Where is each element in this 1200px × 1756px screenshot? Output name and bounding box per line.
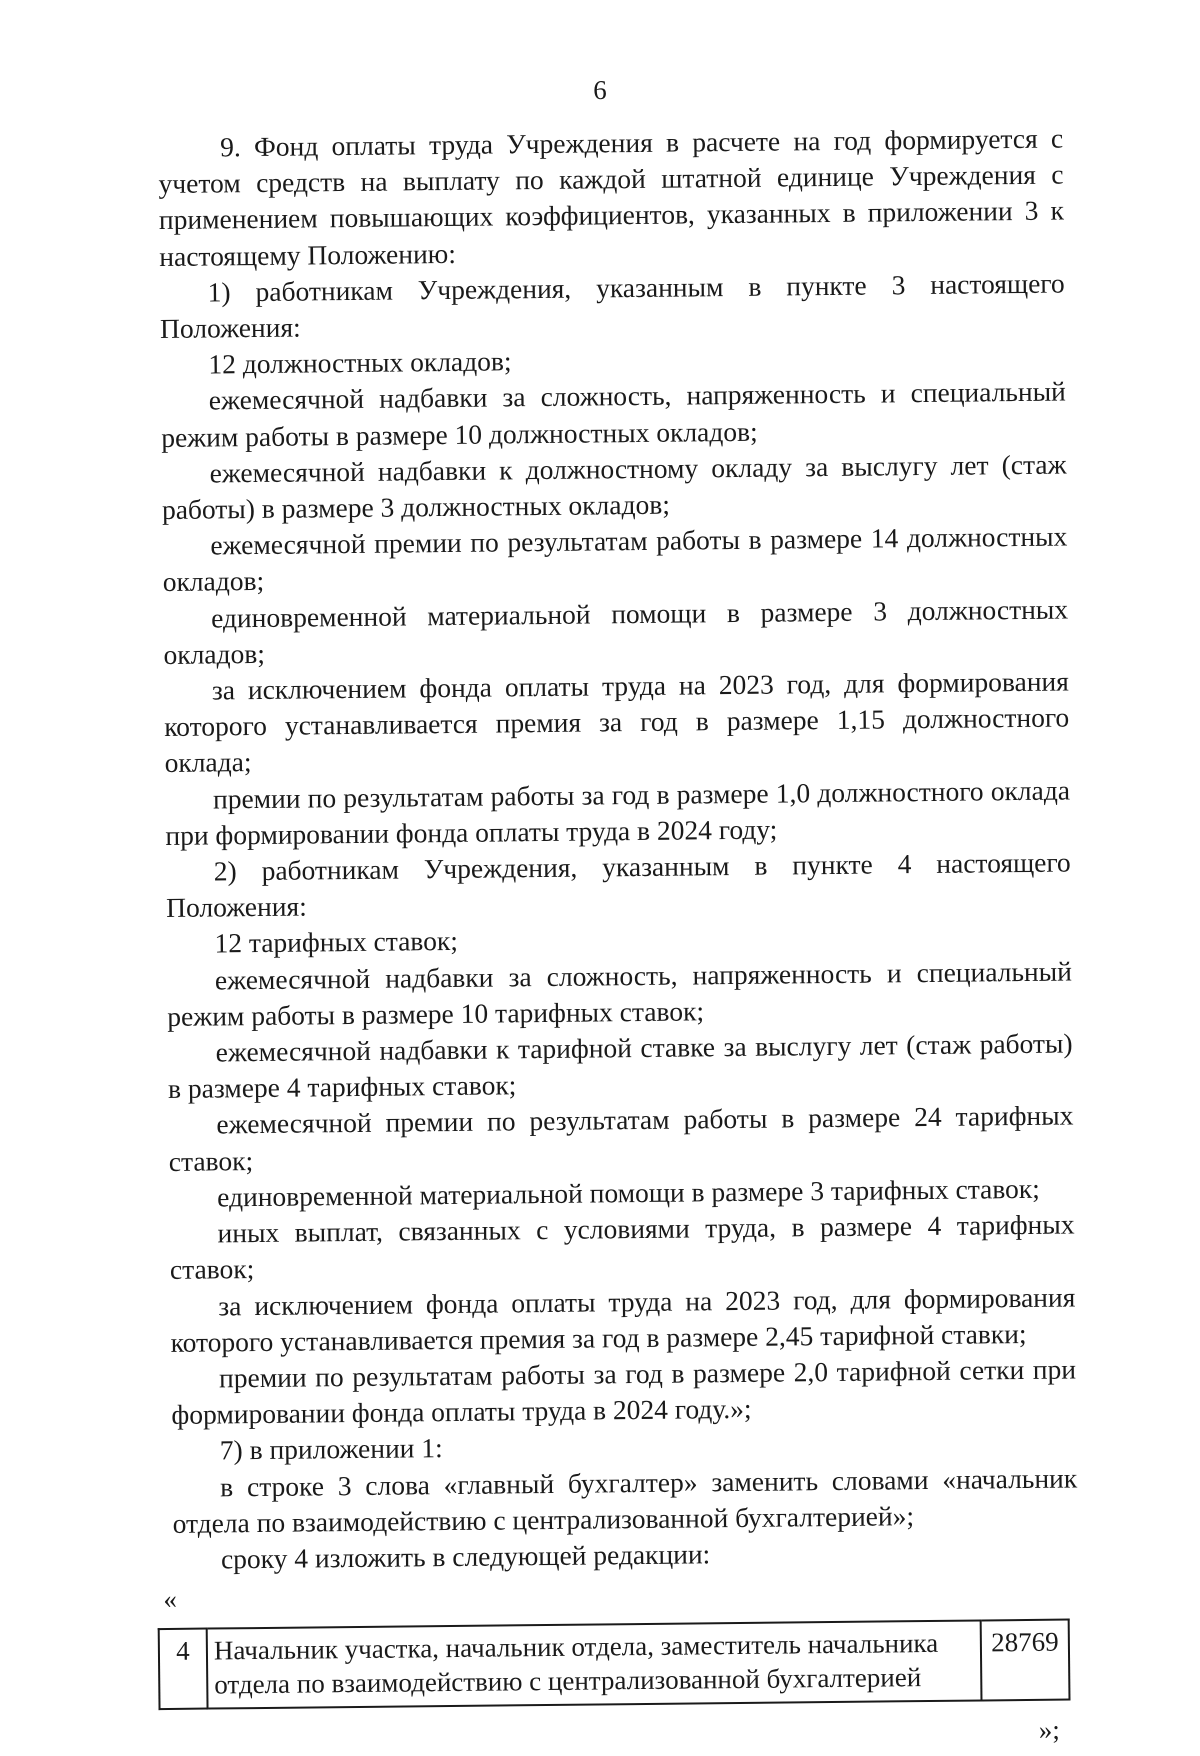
paragraph-item-7: 7) в приложении 1: [219,1432,443,1466]
paragraph-monthly-premium-1: ежемесячной премии по результатам работы в размере 14 должностных окладов; [162,520,1068,598]
paragraph-salaries-12: 12 должностных окладов; [208,345,512,380]
paragraph-exception-2023-1: за исключением фонда оплаты труда на 2023 год, для формирования которого устанавливается премия за год в размере 1,15 должностного оклада; [164,665,1070,779]
paragraph-row-4-instruction: сроку 4 изложить в следующей редакции: [220,1538,711,1575]
paragraph-seniority-bonus-2: ежемесячной надбавки к тарифной ставке за выслугу лет (стаж работы) в размере 4 тарифных ставок; [167,1027,1073,1105]
salary-amount-cell: 28769 [981,1620,1070,1701]
paragraph-complexity-bonus-1: ежемесячной надбавки за сложность, напряженность и специальный режим работы в размере 10 должностных окладов; [161,375,1066,453]
paragraph-row-3-replacement: в строке 3 слова «главный бухгалтер» заменить словами «начальник отдела по взаимодействию с централизованной бухгалтерией»; [172,1461,1078,1539]
paragraph-monthly-premium-2: ежемесячной премии по результатам работы в размере 24 тарифных ставок; [168,1099,1074,1177]
paragraph-material-aid-1: единовременной материальной помощи в размере 3 должностных окладов; [163,593,1069,670]
paragraph-other-payments-2: иных выплат, связанных с условиями труда, в размере 4 тарифных ставок; [169,1208,1075,1286]
amendment-table [158,1619,1071,1711]
table-row [159,1620,1070,1710]
paragraph-item-2: 2) работникам Учреждения, указанным в пункте 4 настоящего Положения: [165,846,1071,924]
page-number: 6 [593,75,607,105]
document-body [158,121,1080,1756]
paragraph-exception-2023-2: за исключением фонда оплаты труда на 2023 год, для формирования которого устанавливается премия за год в размере 2,45 тарифной ставки; [170,1280,1076,1358]
paragraph-fund-intro: 9. Фонд оплаты труда Учреждения в расчете на год формируется с учетом средств на выплату по каждой штатной единице Учреждения с применением повышающих коэффициентов, указанных в приложении 3 к настоящему Положению: [158,122,1065,272]
position-title-cell: Начальник участка, начальник отдела, заместитель начальника отдела по взаимодействию с централизованной бухгалтерией [207,1621,982,1709]
paragraph-annual-premium-2024-2: премии по результатам работы за год в размере 2,0 тарифной сетки при формировании фонда оплаты труда в 2024 году.»; [171,1353,1077,1431]
paragraph-seniority-bonus-1: ежемесячной надбавки к должностному окладу за выслугу лет (стаж работы) в размере 3 должностных окладов; [161,448,1067,526]
paragraph-annual-premium-2024-1: премии по результатам работы за год в размере 1,0 должностного оклада при формировании фонда оплаты труда в 2024 году; [165,774,1071,851]
paragraph-material-aid-2: единовременной материальной помощи в размере 3 тарифных ставок; [217,1172,1041,1213]
paragraph-complexity-bonus-2: ежемесячной надбавки за сложность, напряженность и специальный режим работы в размере 10 тарифных ставок; [167,955,1073,1032]
paragraph-item-1: 1) работникам Учреждения, указанным в пункте 3 настоящего Положения: [159,267,1065,345]
row-number-cell: 4 [159,1629,208,1709]
opening-quote: « [163,1584,178,1615]
closing-quote: »; [1038,1714,1060,1745]
paragraph-rates-12: 12 тарифных ставок; [214,925,459,959]
